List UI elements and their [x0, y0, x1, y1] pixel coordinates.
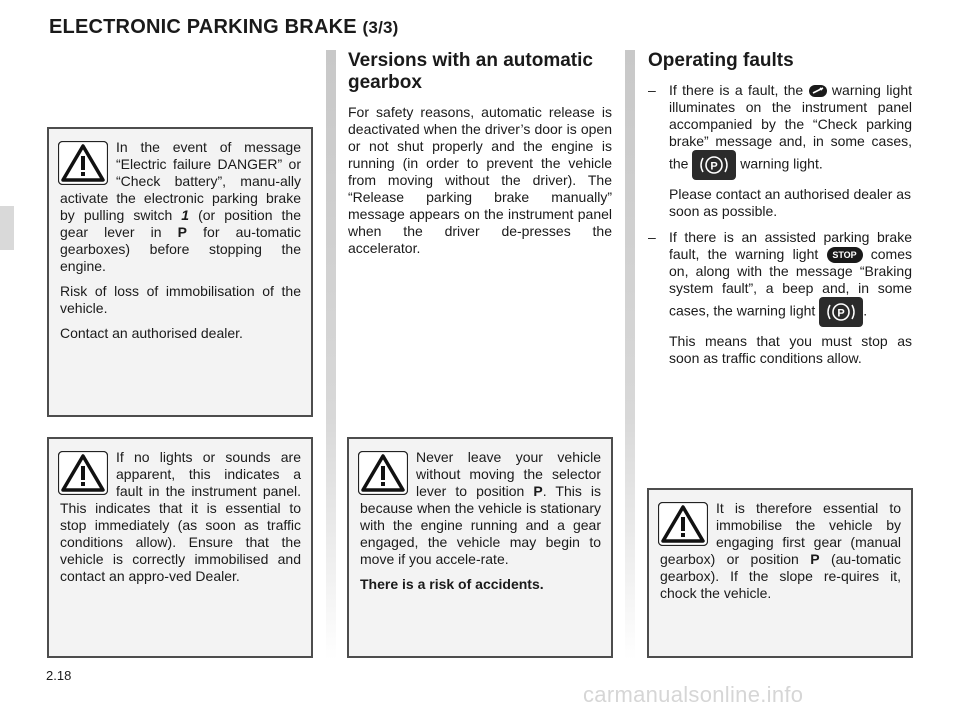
warning-box-instrument-panel [47, 437, 313, 658]
parking-brake-icon [692, 150, 736, 180]
box4-text: It is therefore essential to immobilise the vehicle by engaging first gear (manual gearbox) or position P (au-tomatic gearbox). If the slope re-quires it, chock the vehicle. [660, 500, 901, 601]
box3-text-1: Never leave your vehicle without moving the selector lever to position P. This is because when the vehicle is stationary with the engine running and a gear engaged, the vehicle may begin to move if you accele-rate. [360, 449, 601, 567]
stop-warning-icon: STOP [827, 247, 863, 263]
wrench-icon [809, 85, 827, 97]
title-part: (3/3) [362, 18, 399, 37]
section-heading-automatic: Versions with an automatic gearbox [348, 50, 593, 93]
warning-box-immobilise [647, 488, 913, 658]
section-tab [0, 206, 14, 250]
page-title [49, 16, 399, 39]
fault-item-1-contact: Please contact an authorised dealer as soon as possible. [669, 186, 912, 219]
warning-box-selector-lever [347, 437, 613, 658]
fault-item-2: – If there is an assisted parking brake fault, the warning light STOP comes on, along with the message “Braking system fault”, a beep and, in some cases, the warning light P . This means that you must stop as soon as traffic conditions allow. [648, 229, 912, 367]
warning-triangle-icon [358, 451, 408, 495]
svg-text:P: P [837, 307, 845, 320]
fault-item-2-stop: This means that you must stop as soon as traffic conditions allow. [669, 333, 912, 367]
box1-text-2: Risk of loss of immobilisation of the vehicle. [60, 283, 301, 316]
section-heading-faults: Operating faults [648, 50, 794, 71]
automatic-gearbox-body: For safety reasons, automatic release is deactivated when the driver’s door is open or not shut properly and the engine is running (in order to prevent the vehicle from moving without the driver). The “Release parking brake manually” message appears on the instrument panel when the driver de-presses the accelerator. [348, 104, 612, 256]
box1-text-1: In the event of message “Electric failure DANGER” or “Check battery”, manu-ally activate the electronic parking brake by pulling switch 1 (or position the gear lever in P for au-tomatic gearboxes) before stopping the engine. [60, 139, 301, 274]
warning-box-electric-failure [47, 127, 313, 417]
watermark: carmanualsonline.info [583, 682, 804, 707]
column-divider-1 [326, 50, 336, 660]
automatic-gearbox-section [348, 50, 612, 257]
column-divider-2 [625, 50, 635, 660]
warning-triangle-icon [58, 141, 108, 185]
page-number: 2.18 [46, 668, 72, 683]
svg-text:P: P [710, 160, 719, 173]
box1-text-3: Contact an authorised dealer. [60, 325, 243, 341]
parking-brake-icon [819, 297, 863, 327]
warning-triangle-icon [58, 451, 108, 495]
box3-text-2: There is a risk of accidents. [360, 576, 544, 592]
operating-faults-section [648, 50, 912, 376]
title-text: ELECTRONIC PARKING BRAKE [49, 16, 357, 38]
fault-item-1: – If there is a fault, the warning light illuminates on the instrument panel accompanied by the “Check parking brake” message and, in some cases, the P warning light. Please contact an authorised dealer as soon as possible. [648, 82, 912, 219]
box2-text: If no lights or sounds are apparent, this indicates a fault in the instrument panel. This indicates that it is essential to stop immediately (as soon as traffic conditions allow). Ensure that the vehicle is correctly immobilised and contact an appro-ved Dealer. [60, 449, 301, 584]
warning-triangle-icon [658, 502, 708, 546]
